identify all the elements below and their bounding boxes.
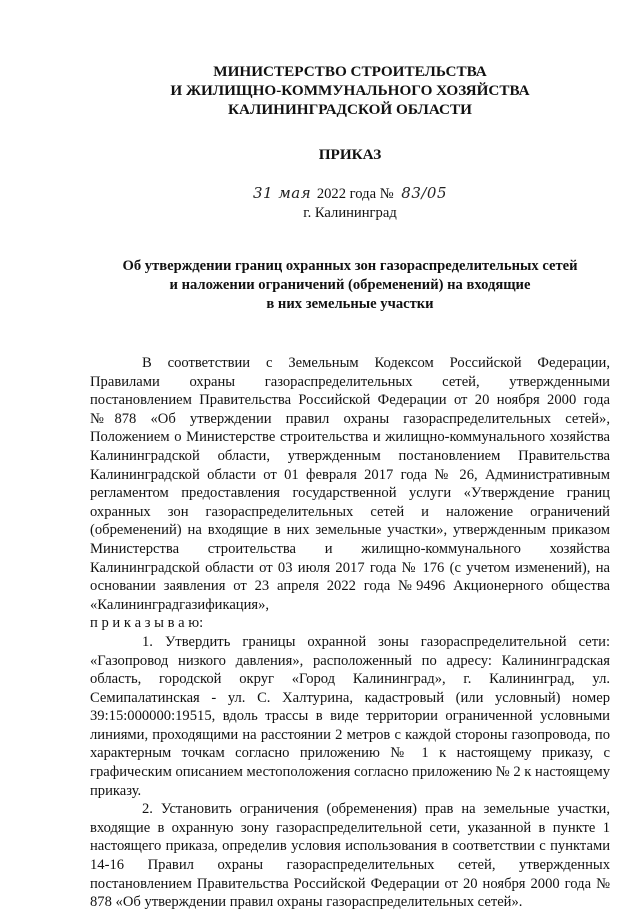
handwritten-date: 31 мая (252, 184, 312, 202)
order-date-line (90, 184, 610, 204)
subject-line-2: и наложении ограничений (обременений) на входящие (169, 277, 531, 293)
subject-line-3: в них земельные участки (266, 296, 434, 312)
ministry-name (90, 62, 610, 119)
item-1-paragraph: 1. Утвердить границы охранной зоны газораспределительной сети: «Газопровод низкого давления», расположенный по адресу: Калининградская область, городской округ «Город Калининград», г. Калининград, ул. Семипалатинская - ул. С. Халтурина, кадастровый (или условный) номер 39:15:000000:19515, вдоль трассы в виде территории ограниченной условными линиями, проходящими на расстоянии 2 метров с каждой стороны газопровода, по характерным точкам согласно приложению № 1 к настоящему приказу, с графическим описанием местоположения согласно приложению № 2 к настоящему приказу. (90, 633, 610, 799)
ministry-line-2: И ЖИЛИЩНО-КОММУНАЛЬНОГО ХОЗЯЙСТВА (170, 82, 530, 99)
preamble-paragraph: В соответствии с Земельным Кодексом Российской Федерации, Правилами охраны газораспределительных сетей, утвержденными постановлением Правительства Российской Федерации от 20 ноября 2000 года №878 «Об утверждении правил охраны газораспределительных сетей», Положением о Министерстве строительства и жилищно-коммунального хозяйства Калининградской области, утвержденным постановлением Правительства Калининградской области от 01 февраля 2017 года № 26, Административным регламентом предоставления государственной услуги «Утверждение границ охранных зон газораспределительных сетей и наложение ограничений (обременений) на входящие в них земельные участки», утвержденным приказом Министерства строительства и жилищно-коммунального хозяйства Калининградской области от 03 июля 2017 года № 176 (с учетом изменений), на основании заявления от 23 апреля 2022 года №9496 Акционерного общества «Калининградгазификация», (90, 355, 610, 613)
order-title: ПРИКАЗ (318, 146, 382, 163)
ministry-line-3: КАЛИНИНГРАДСКОЙ ОБЛАСТИ (228, 101, 472, 118)
order-subject (90, 257, 610, 314)
subject-line-1: Об утверждении границ охранных зон газораспределительных сетей (122, 258, 578, 274)
order-word: п р и к а з ы в а ю: (90, 615, 204, 632)
order-body (90, 354, 610, 912)
order-city: г. Калининград (303, 205, 397, 221)
item-2-paragraph: 2. Установить ограничения (обременения) прав на земельные участки, входящие в охранную зону газораспределительной сети, указанной в пункте 1 настоящего приказа, определив условия использования в соответствии с пунктами 14-16 Правил охраны газораспределительных сетей, утвержденных постановлением Правительства Российской Федерации от 20 ноября 2000 года № 878 «Об утверждении правил охраны газораспределительных сетей». (90, 801, 610, 911)
handwritten-order-number: 83/05 (401, 184, 448, 202)
ministry-line-1: МИНИСТЕРСТВО СТРОИТЕЛЬСТВА (213, 63, 487, 80)
order-year-text: 2022 года № (316, 186, 394, 202)
